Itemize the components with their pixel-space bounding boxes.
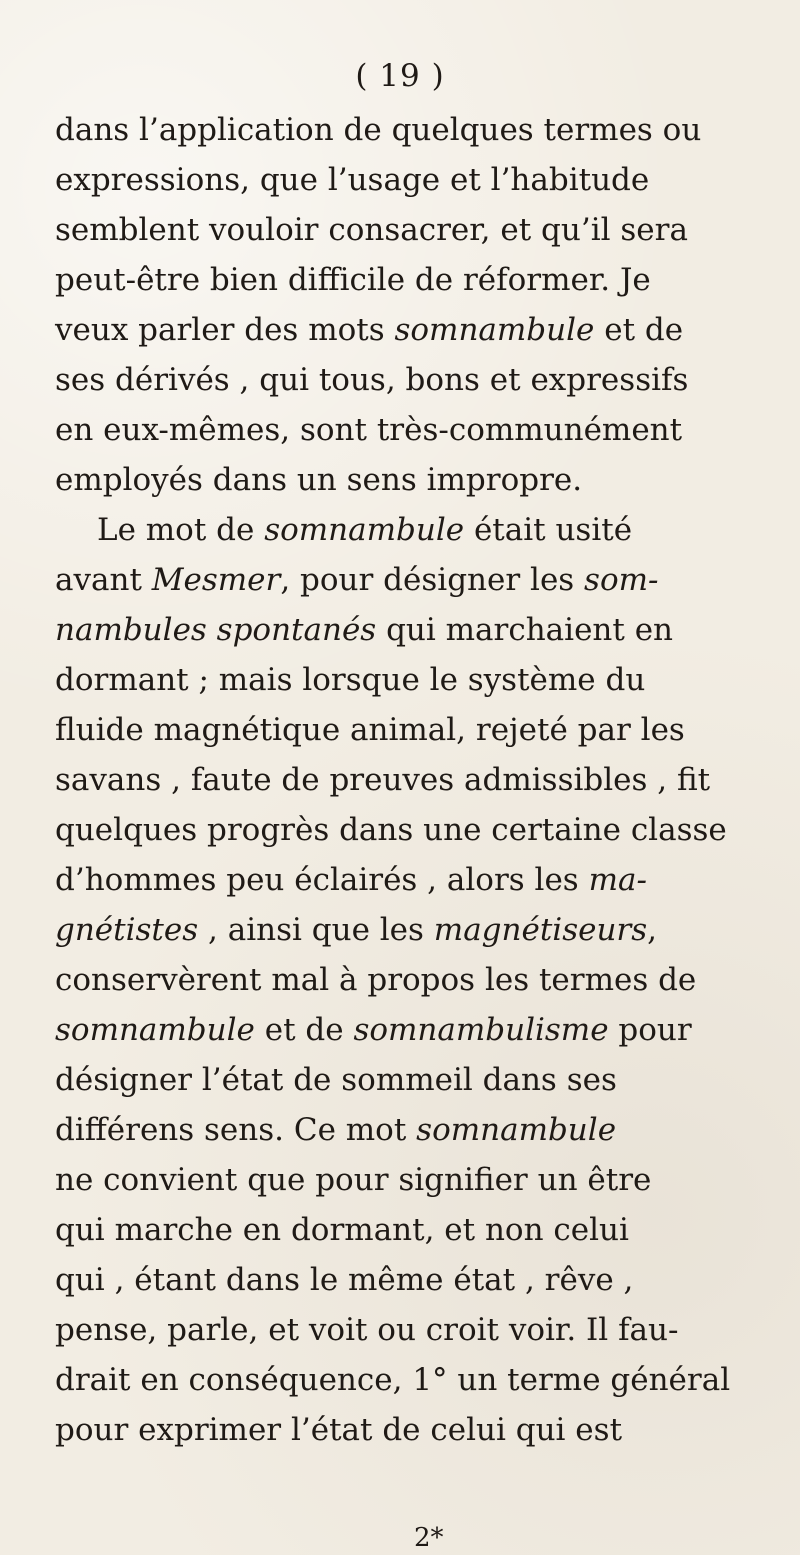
text-segment: avant [55, 562, 152, 598]
text-segment: dormant ; mais lorsque le système du [55, 662, 646, 698]
italic-segment: ma- [588, 862, 647, 898]
text-segment: d’hommes peu éclairés , alors les [55, 862, 589, 898]
text-segment: et de [254, 1012, 354, 1048]
text-segment: dans l’application de quelques termes ou [55, 112, 702, 148]
text-line [55, 1405, 745, 1455]
italic-segment: somnambule [416, 1112, 617, 1148]
text-line [55, 705, 745, 755]
italic-segment: Mesmer [151, 562, 281, 598]
text-line [55, 155, 745, 205]
text-segment: semblent vouloir consacrer, et qu’il sera [55, 212, 688, 248]
text-line [55, 805, 745, 855]
text-line [55, 1055, 745, 1105]
text-line [55, 955, 745, 1005]
text-segment: fluide magnétique animal, rejeté par les [55, 712, 685, 748]
text-line [55, 755, 745, 805]
text-segment: pour [608, 1012, 692, 1048]
text-segment: et de [594, 312, 684, 348]
italic-segment: gnétistes [55, 912, 199, 948]
text-line [55, 1205, 745, 1255]
text-line [55, 555, 745, 605]
text-line [55, 105, 745, 155]
text-segment: désigner l’état de sommeil dans ses [55, 1062, 617, 1098]
text-line [55, 1355, 745, 1405]
text-segment: conservèrent mal à propos les termes de [55, 962, 697, 998]
text-line [55, 355, 745, 405]
text-segment: pense, parle, et voit ou croit voir. Il fau- [55, 1312, 679, 1348]
body-text [55, 105, 745, 1455]
italic-segment: somnambule [55, 1012, 255, 1048]
text-line [55, 505, 745, 555]
text-line [55, 1005, 745, 1055]
text-line [55, 1105, 745, 1155]
text-line [55, 605, 745, 655]
italic-segment: somnambule [394, 312, 595, 348]
italic-segment: somnambulisme [353, 1012, 609, 1048]
italic-segment: somnambule [264, 512, 465, 548]
text-line [55, 255, 745, 305]
text-segment: expressions, que l’usage et l’habitude [55, 162, 650, 198]
text-segment: qui marchaient en [376, 612, 674, 648]
text-segment: , ainsi que les [198, 912, 434, 948]
text-line [55, 305, 745, 355]
text-segment: peut-être bien difficile de réformer. Je [55, 262, 651, 298]
text-segment: veux parler des mots [55, 312, 395, 348]
text-line [55, 905, 745, 955]
text-line [55, 1255, 745, 1305]
text-segment: Le mot de [97, 512, 265, 548]
text-segment: drait en conséquence, 1° un terme général [55, 1362, 731, 1398]
text-segment: pour exprimer l’état de celui qui est [55, 1412, 623, 1448]
text-segment: différens sens. Ce mot [55, 1112, 417, 1148]
text-line [55, 205, 745, 255]
text-segment: employés dans un sens impropre. [55, 462, 583, 498]
text-segment: quelques progrès dans une certaine classe [55, 812, 727, 848]
text-segment: ses dérivés , qui tous, bons et expressifs [55, 362, 689, 398]
signature-mark: 2* [414, 1523, 444, 1553]
page-number: ( 19 ) [355, 58, 445, 94]
italic-segment: som- [584, 562, 659, 598]
text-segment: , [647, 912, 658, 948]
text-line [55, 455, 745, 505]
italic-segment: nambules spontanés [55, 612, 377, 648]
text-segment: ne convient que pour signifier un être [55, 1162, 652, 1198]
text-segment: qui marche en dormant, et non celui [55, 1212, 629, 1248]
text-line [55, 1155, 745, 1205]
text-line [55, 405, 745, 455]
text-line [55, 855, 745, 905]
text-segment: qui , étant dans le même état , rêve , [55, 1262, 634, 1298]
text-segment: était usité [464, 512, 633, 548]
text-segment: , pour désigner les [280, 562, 585, 598]
italic-segment: magnétiseurs [433, 912, 648, 948]
text-segment: en eux-mêmes, sont très-communément [55, 412, 683, 448]
text-line [55, 655, 745, 705]
text-segment: savans , faute de preuves admissibles , fit [55, 762, 711, 798]
text-line [55, 1305, 745, 1355]
